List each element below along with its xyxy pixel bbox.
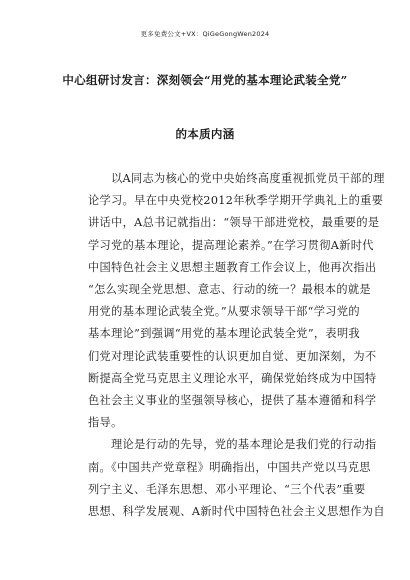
paragraph-line: 列宁主义、毛泽东思想、邓小平理论、“三个代表”重要 [88,482,366,496]
paragraph-line: “怎么实现全党思想、意志、行动的统一？最根本的就是 [88,283,371,297]
paragraph-line: 思想、科学发展观、A新时代中国特色社会主义思想作为自 [88,505,385,519]
document-title-line-2: 的本质内涵 [175,127,235,141]
document-body [88,168,385,523]
paragraph-line: 用党的基本理论武装全党。”从要求领导干部“学习党的 [88,305,360,319]
paragraph-line: 色社会主义事业的坚强领导核心，提供了基本遵循和科学 [88,394,377,408]
paragraph-line: 基本理论”到强调“用党的基本理论武装全党”，表明我 [88,327,361,341]
paragraph-line: 论学习。早在中央党校2012年秋季学期开学典礼上的重要 [88,194,384,208]
paragraph-line: 中国特色社会主义思想主题教育工作会议上，他再次指出 [88,260,377,274]
paragraph-line: 讲话中，A总书记就指出：“领导干部进党校，最重要的是 [88,216,380,230]
paragraph-line: 们党对理论武装重要性的认识更加自觉、更加深刻，为不 [88,349,377,363]
paragraph-line: 以A同志为核心的党中央始终高度重视抓党员干部的理 [111,172,385,185]
paragraph-line: 学习党的基本理论，提高理论素养。”在学习贯彻A新时代 [88,238,374,252]
paragraph-line: 指导。 [88,416,123,430]
paragraph-1 [88,168,385,434]
paragraph-2 [88,434,385,523]
paragraph-line: 南。《中国共产党章程》明确指出，中国共产党以马克思 [88,460,371,474]
document-title-line-1: 中心组研讨发言：深刻领会“用党的基本理论武装全党” [62,73,348,87]
paragraph-line: 断提高全党马克思主义理论水平，确保党始终成为中国特 [88,371,377,385]
paragraph-line: 理论是行动的先导，党的基本理论是我们党的行动指 [111,438,377,452]
page-header: 更多免费公文+VX：QiGeGongWen2024 [140,30,270,38]
